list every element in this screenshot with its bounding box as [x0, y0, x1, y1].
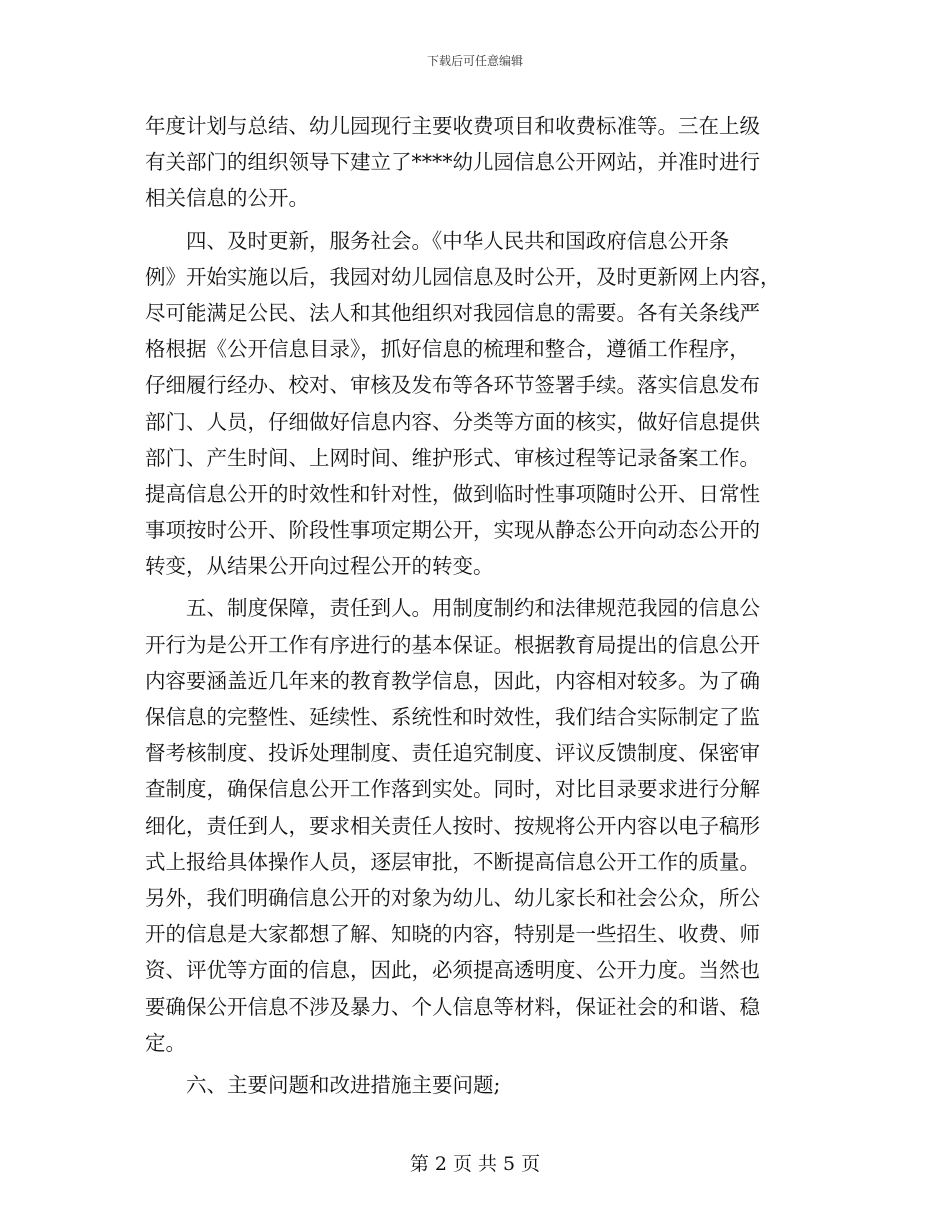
text-line: 要确保公开信息不涉及暴力、个人信息等材料，保证社会的和谐、稳 — [145, 994, 760, 1019]
text-line: 内容要涵盖近几年来的教育教学信息，因此，内容相对较多。为了确 — [145, 668, 760, 693]
page-number-footer: 第 2 页 共 5 页 — [409, 1153, 541, 1175]
text-line: 例》开始实施以后，我园对幼儿园信息及时公开，及时更新网上内容， — [145, 264, 781, 289]
text-line: 定。 — [145, 1030, 186, 1055]
text-line: 部门、产生时间、上网时间、维护形式、审核过程等记录备案工作。 — [145, 445, 760, 470]
text-line: 开行为是公开工作有序进行的基本保证。根据教育局提出的信息公开 — [145, 632, 760, 657]
text-line: 查制度，确保信息公开工作落到实处。同时，对比目录要求进行分解 — [145, 777, 760, 802]
text-line: 相关信息的公开。 — [145, 186, 309, 211]
text-line: 另外，我们明确信息公开的对象为幼儿、幼儿家长和社会公众，所公 — [145, 885, 760, 910]
text-line: 督考核制度、投诉处理制度、责任追究制度、评议反馈制度、保密审 — [145, 741, 760, 766]
text-line: 开的信息是大家都想了解、知晓的内容，特别是一些招生、收费、师 — [145, 922, 760, 947]
text-line: 仔细履行经办、校对、审核及发布等各环节签署手续。落实信息发布 — [145, 373, 760, 398]
text-line: 提高信息公开的时效性和针对性，做到临时性事项随时公开、日常性 — [145, 481, 760, 506]
document-body — [145, 108, 805, 1103]
text-line: 式上报给具体操作人员，逐层审批，不断提高信息公开工作的质量。 — [145, 849, 760, 874]
text-line: 资、评优等方面的信息，因此，必须提高透明度、公开力度。当然也 — [145, 958, 760, 983]
section-six-heading-line: 六、主要问题和改进措施主要问题; — [186, 1072, 501, 1097]
page-header-note: 下载后可任意编辑 — [426, 54, 523, 68]
text-line: 格根据《公开信息目录》，抓好信息的梳理和整合，遵循工作程序， — [145, 337, 750, 362]
text-line: 转变，从结果公开向过程公开的转变。 — [145, 554, 494, 579]
text-line: 年度计划与总结、幼儿园现行主要收费项目和收费标准等。三在上级 — [145, 114, 760, 138]
text-line: 有关部门的组织领导下建立了****幼儿园信息公开网站，并准时进行 — [145, 150, 760, 175]
section-five-heading-line: 五、制度保障，责任到人。用制度制约和法律规范我园的信息公 — [186, 596, 760, 621]
section-four-heading-line: 四、及时更新，服务社会。《中华人民共和国政府信息公开条 — [186, 228, 730, 253]
text-line: 细化，责任到人，要求相关责任人按时、按规将公开内容以电子稿形 — [145, 813, 760, 838]
text-line: 部门、人员，仔细做好信息内容、分类等方面的核实，做好信息提供 — [145, 409, 760, 434]
text-line: 尽可能满足公民、法人和其他组织对我园信息的需要。各有关条线严 — [145, 300, 760, 325]
text-line: 事项按时公开、阶段性事项定期公开，实现从静态公开向动态公开的 — [145, 518, 760, 543]
text-line: 保信息的完整性、延续性、系统性和时效性，我们结合实际制定了监 — [145, 705, 760, 729]
